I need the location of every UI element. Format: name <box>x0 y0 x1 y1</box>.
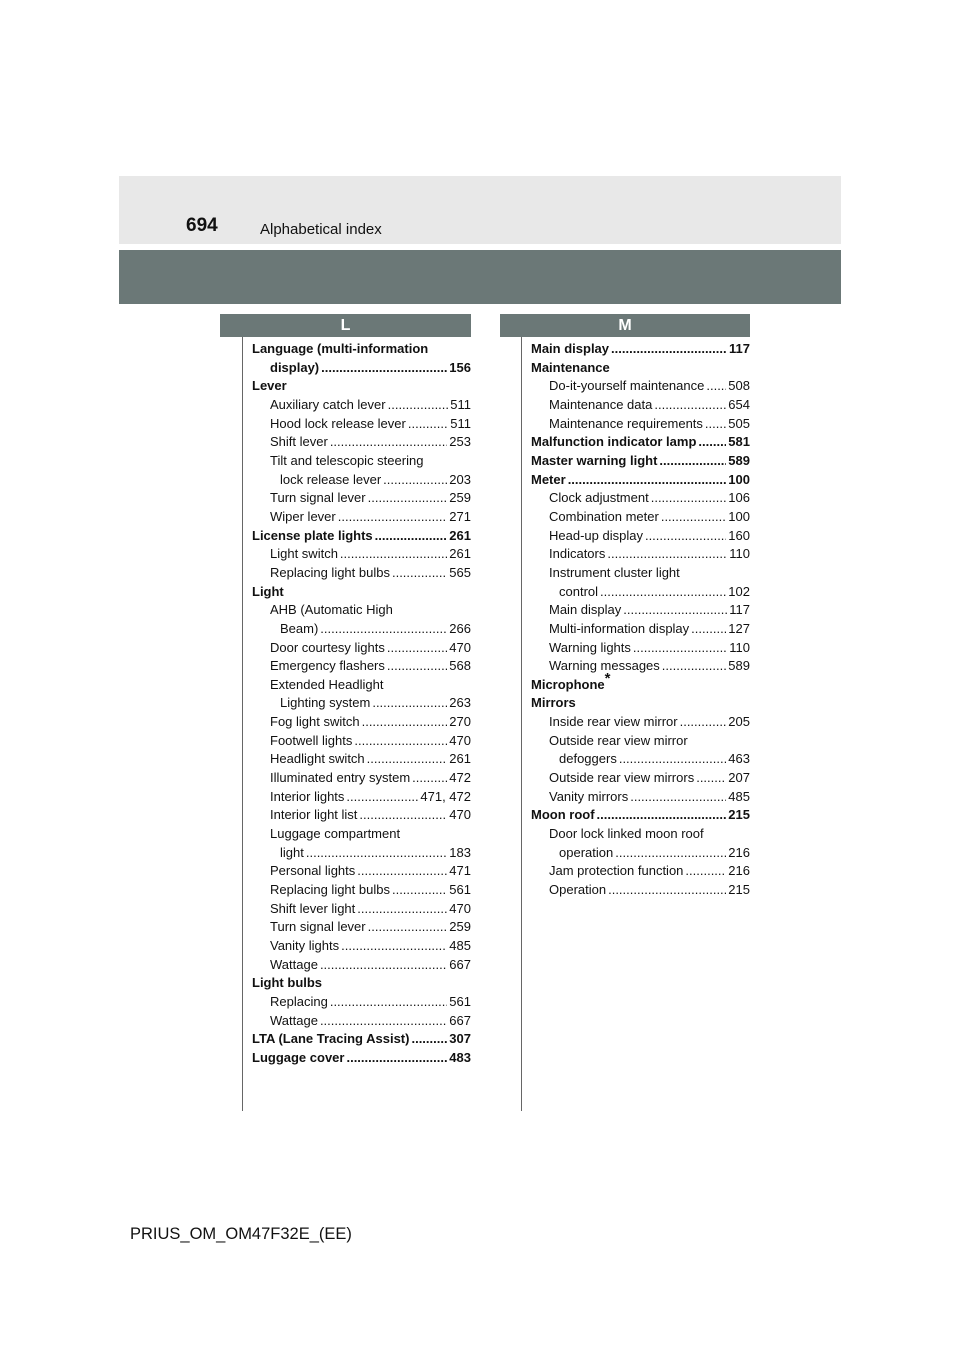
entry-term: Turn signal lever <box>270 490 366 506</box>
entry-term: control <box>559 583 599 599</box>
entry-term: Meter <box>531 471 566 487</box>
dot-leader <box>357 862 447 881</box>
entry-page-number: 261 <box>449 751 471 767</box>
index-entry <box>252 918 471 937</box>
entry-page-number: 307 <box>449 1031 471 1047</box>
entry-term: Combination meter <box>549 508 659 524</box>
index-entry <box>252 956 471 975</box>
index-entry <box>531 769 750 788</box>
index-entry <box>252 433 471 452</box>
dot-leader <box>321 359 447 378</box>
dot-leader <box>411 1030 447 1049</box>
index-entry <box>252 601 471 620</box>
entry-term: Extended Headlight <box>270 676 384 692</box>
entry-page-number: 183 <box>449 844 471 860</box>
entry-term: Maintenance data <box>549 396 653 412</box>
entry-page-number: 261 <box>449 546 471 562</box>
column-divider-l <box>242 337 243 1111</box>
entry-page-number: 505 <box>728 415 750 431</box>
entry-page-number: 463 <box>728 751 750 767</box>
index-entry <box>252 377 471 396</box>
dot-leader <box>368 489 448 508</box>
index-entry <box>252 750 471 769</box>
entry-page-number: 100 <box>728 471 750 487</box>
entry-term: Lighting system <box>280 695 371 711</box>
dot-leader <box>651 489 727 508</box>
index-entry <box>252 713 471 732</box>
entry-page-number: 216 <box>728 844 750 860</box>
letter-heading-l: L <box>220 314 471 337</box>
dot-leader <box>392 881 447 900</box>
index-entry <box>252 340 471 359</box>
document-id: PRIUS_OM_OM47F32E_(EE) <box>130 1225 352 1243</box>
entry-term: Replacing <box>270 993 328 1009</box>
entry-term: Outside rear view mirrors <box>549 770 695 786</box>
entry-page-number: 485 <box>449 938 471 953</box>
dot-leader <box>340 545 447 564</box>
dot-leader <box>383 471 447 490</box>
dot-leader <box>706 377 726 396</box>
entry-term: LTA (Lane Tracing Assist) <box>252 1031 410 1047</box>
entry-term: Wattage <box>270 1012 318 1028</box>
entry-term: Maintenance requirements <box>549 415 703 431</box>
entry-term: Instrument cluster light <box>549 564 680 580</box>
entry-term: License plate lights <box>252 527 373 543</box>
index-entry <box>252 583 471 602</box>
entry-term: Maintenance <box>531 359 610 375</box>
entry-term: Head-up display <box>549 527 643 543</box>
dot-leader <box>630 788 726 807</box>
index-entry <box>252 825 471 844</box>
entry-term: Language (multi-information <box>252 341 429 356</box>
index-entry <box>252 527 471 546</box>
entry-term: defoggers <box>559 751 617 767</box>
entry-page-number: 160 <box>728 527 750 543</box>
entry-page-number: 470 <box>449 639 471 655</box>
index-entry <box>252 452 471 471</box>
entry-term: Light bulbs <box>252 975 323 991</box>
index-entry <box>531 694 750 713</box>
dot-leader <box>375 527 448 546</box>
index-entry <box>531 669 750 695</box>
index-entry <box>252 694 471 713</box>
index-entry <box>252 471 471 490</box>
index-entry <box>531 489 750 508</box>
index-entry <box>531 452 750 471</box>
index-entry <box>252 993 471 1012</box>
entry-page-number: 508 <box>728 378 750 394</box>
entry-page-number: 203 <box>449 471 471 487</box>
entry-page-number: 568 <box>449 658 471 674</box>
dot-leader <box>597 806 727 825</box>
index-entry <box>252 545 471 564</box>
dot-leader <box>600 583 726 602</box>
entry-term: Door courtesy lights <box>270 639 385 655</box>
entry-term: Jam protection function <box>549 863 684 879</box>
index-entry <box>531 415 750 434</box>
entry-term: Light <box>252 583 284 599</box>
entry-term: Personal lights <box>270 863 356 879</box>
dot-leader <box>330 433 447 452</box>
entry-page-number: 589 <box>728 658 750 674</box>
entry-page-number: 266 <box>449 620 471 636</box>
dot-leader <box>654 396 726 415</box>
index-entry <box>531 639 750 658</box>
index-entry <box>252 881 471 900</box>
dot-leader <box>359 806 447 825</box>
dot-leader <box>623 601 727 620</box>
dot-leader <box>691 620 726 639</box>
index-entry <box>252 620 471 639</box>
entry-page-number: 261 <box>449 527 471 543</box>
dot-leader <box>662 657 727 676</box>
entry-term: Illuminated entry system <box>270 770 411 786</box>
index-entry <box>531 508 750 527</box>
index-column-l <box>252 340 471 1068</box>
index-entry <box>531 601 750 620</box>
entry-page-number: 253 <box>449 434 471 450</box>
entry-page-number: 117 <box>729 602 750 618</box>
dot-leader <box>387 657 447 676</box>
index-entry <box>252 359 471 378</box>
entry-page-number: 589 <box>728 452 750 468</box>
index-entry <box>531 527 750 546</box>
index-entry <box>531 806 750 825</box>
entry-term: Clock adjustment <box>549 490 649 506</box>
entry-page-number: 471, 472 <box>420 788 471 804</box>
dot-leader <box>392 564 447 583</box>
dot-leader <box>698 433 726 452</box>
dot-leader <box>685 862 726 881</box>
index-entry <box>531 844 750 863</box>
dot-leader <box>346 788 418 807</box>
dot-leader <box>372 694 447 713</box>
entry-page-number: 511 <box>450 415 471 431</box>
entry-term: Microphone <box>531 676 605 692</box>
dot-leader <box>320 620 447 639</box>
entry-page-number: 511 <box>450 396 471 412</box>
entry-term: Emergency flashers <box>270 658 385 674</box>
entry-page-number: 667 <box>449 956 471 972</box>
index-entry <box>252 489 471 508</box>
section-title: Alphabetical index <box>260 221 382 238</box>
index-entry <box>531 788 750 807</box>
dot-leader <box>696 769 726 788</box>
index-entry <box>252 732 471 751</box>
entry-term: Light switch <box>270 546 338 562</box>
entry-term: Main display <box>549 602 622 618</box>
entry-term: Warning lights <box>549 639 631 655</box>
entry-term: Replacing light bulbs <box>270 564 390 580</box>
entry-page-number: 470 <box>449 807 471 823</box>
entry-page-number: 216 <box>728 863 750 879</box>
dot-leader <box>661 508 726 527</box>
entry-page-number: 581 <box>728 434 750 450</box>
entry-term: Vanity mirrors <box>549 788 629 804</box>
entry-term: Malfunction indicator lamp <box>531 434 697 450</box>
dot-leader <box>408 415 448 434</box>
entry-page-number: 100 <box>728 508 750 524</box>
entry-page-number: 205 <box>728 714 750 730</box>
page-number: 694 <box>186 215 218 236</box>
entry-page-number: 270 <box>449 714 471 730</box>
entry-term: Moon roof <box>531 807 595 823</box>
entry-term: Indicators <box>549 546 606 562</box>
index-entry <box>252 639 471 658</box>
index-entry <box>252 676 471 695</box>
entry-term: Lever <box>252 378 287 394</box>
index-entry <box>252 806 471 825</box>
dot-leader <box>320 1012 447 1031</box>
index-entry <box>531 377 750 396</box>
entry-page-number: 561 <box>449 993 471 1009</box>
entry-term: Hood lock release lever <box>270 415 406 431</box>
entry-page-number: 263 <box>449 695 471 711</box>
entry-term: operation <box>559 844 614 860</box>
dot-leader <box>362 713 448 732</box>
index-entry <box>252 862 471 881</box>
entry-term: Turn signal lever <box>270 919 366 935</box>
dot-leader <box>619 750 726 769</box>
entry-page-number: 654 <box>728 396 750 412</box>
entry-term: Wattage <box>270 956 318 972</box>
dot-leader <box>346 1049 447 1068</box>
index-entry <box>252 844 471 863</box>
index-entry <box>531 564 750 583</box>
index-entry <box>252 1030 471 1049</box>
index-entry <box>531 396 750 415</box>
entry-term: Do-it-yourself maintenance <box>549 378 705 394</box>
dot-leader <box>607 545 727 564</box>
index-entry <box>531 825 750 844</box>
entry-term: Fog light switch <box>270 714 360 730</box>
entry-page-number: 471 <box>449 863 471 879</box>
dot-leader <box>645 527 726 546</box>
entry-term: Luggage compartment <box>270 826 401 842</box>
entry-page-number: 472 <box>449 770 471 786</box>
dot-leader <box>659 452 726 471</box>
entry-page-number: 483 <box>449 1049 471 1065</box>
entry-page-number: 127 <box>728 620 750 636</box>
entry-term: lock release lever <box>280 471 382 487</box>
index-entry <box>531 359 750 378</box>
entry-term: AHB (Automatic High <box>270 602 393 618</box>
dot-leader <box>568 471 727 490</box>
index-entry <box>252 564 471 583</box>
index-entry <box>531 713 750 732</box>
dot-leader <box>368 918 448 937</box>
entry-term: Multi-information display <box>549 620 690 636</box>
entry-term: Footwell lights <box>270 732 353 748</box>
entry-term: Headlight switch <box>270 751 365 767</box>
entry-page-number: 470 <box>449 732 471 748</box>
dot-leader <box>354 732 447 751</box>
dot-leader <box>387 639 447 658</box>
index-entry <box>252 396 471 415</box>
entry-page-number: 156 <box>449 359 471 375</box>
column-divider-m <box>521 337 522 1111</box>
entry-term: Outside rear view mirror <box>549 732 688 748</box>
entry-term: Tilt and telescopic steering <box>270 452 424 468</box>
dot-leader <box>357 900 447 919</box>
index-entry <box>531 433 750 452</box>
dot-leader <box>320 956 447 975</box>
index-entry <box>531 657 750 676</box>
entry-page-number: 106 <box>728 490 750 506</box>
entry-page-number: 259 <box>449 490 471 506</box>
entry-page-number: 470 <box>449 900 471 916</box>
index-entry <box>252 788 471 807</box>
entry-term: Vanity lights <box>270 938 340 953</box>
entry-page-number: 110 <box>729 546 750 562</box>
entry-term: Door lock linked moon roof <box>549 826 704 842</box>
entry-term: Inside rear view mirror <box>549 714 678 730</box>
entry-page-number: 565 <box>449 564 471 580</box>
index-column-m <box>531 340 750 900</box>
entry-term: Wiper lever <box>270 508 336 524</box>
entry-term: Operation <box>549 882 607 898</box>
dot-leader <box>633 639 727 658</box>
footnote-marker: * <box>604 669 611 687</box>
dot-leader <box>705 415 726 434</box>
index-entry <box>252 1049 471 1068</box>
index-entry <box>252 769 471 788</box>
dot-leader <box>412 769 447 788</box>
entry-page-number: 561 <box>449 882 471 898</box>
entry-term: Luggage cover <box>252 1049 345 1065</box>
entry-term: Main display <box>531 341 610 356</box>
entry-term: Beam) <box>280 620 319 636</box>
index-entry <box>252 1012 471 1031</box>
letter-heading-m: M <box>500 314 750 337</box>
entry-term: Interior light list <box>270 807 358 823</box>
dot-leader <box>680 713 727 732</box>
dot-leader <box>367 750 448 769</box>
index-entry <box>252 900 471 919</box>
entry-term: Replacing light bulbs <box>270 882 390 898</box>
entry-term: Shift lever <box>270 434 328 450</box>
index-entry <box>531 881 750 900</box>
index-entry <box>531 471 750 490</box>
index-entry <box>252 974 471 993</box>
dot-leader <box>341 937 447 956</box>
entry-page-number: 110 <box>729 639 750 655</box>
index-entry <box>531 340 750 359</box>
index-entry <box>252 508 471 527</box>
entry-term: display) <box>270 359 320 375</box>
entry-page-number: 271 <box>449 508 471 524</box>
index-entry <box>531 862 750 881</box>
entry-term: Interior lights <box>270 788 345 804</box>
page-header-dark-band <box>119 250 841 304</box>
index-entry <box>252 657 471 676</box>
dot-leader <box>338 508 448 527</box>
index-entry <box>252 937 471 956</box>
entry-term: Auxiliary catch lever <box>270 396 386 412</box>
entry-page-number: 215 <box>728 882 750 898</box>
index-entry <box>252 415 471 434</box>
page-header-band <box>119 176 841 244</box>
entry-page-number: 259 <box>449 919 471 935</box>
entry-term: light <box>280 844 304 860</box>
index-entry <box>531 732 750 751</box>
dot-leader <box>611 340 727 359</box>
entry-term: Master warning light <box>531 452 658 468</box>
index-entry <box>531 750 750 769</box>
entry-page-number: 207 <box>728 770 750 786</box>
entry-term: Shift lever light <box>270 900 356 916</box>
entry-term: Warning messages <box>549 658 660 674</box>
entry-term: Mirrors <box>531 695 576 711</box>
entry-page-number: 485 <box>728 788 750 804</box>
entry-page-number: 667 <box>449 1012 471 1028</box>
dot-leader <box>615 844 726 863</box>
dot-leader <box>608 881 726 900</box>
dot-leader <box>330 993 447 1012</box>
entry-page-number: 102 <box>728 583 750 599</box>
index-entry <box>531 545 750 564</box>
index-entry <box>531 620 750 639</box>
dot-leader <box>306 844 447 863</box>
entry-page-number: 117 <box>729 341 750 356</box>
entry-page-number: 215 <box>728 807 750 823</box>
dot-leader <box>388 396 449 415</box>
index-entry <box>531 583 750 602</box>
